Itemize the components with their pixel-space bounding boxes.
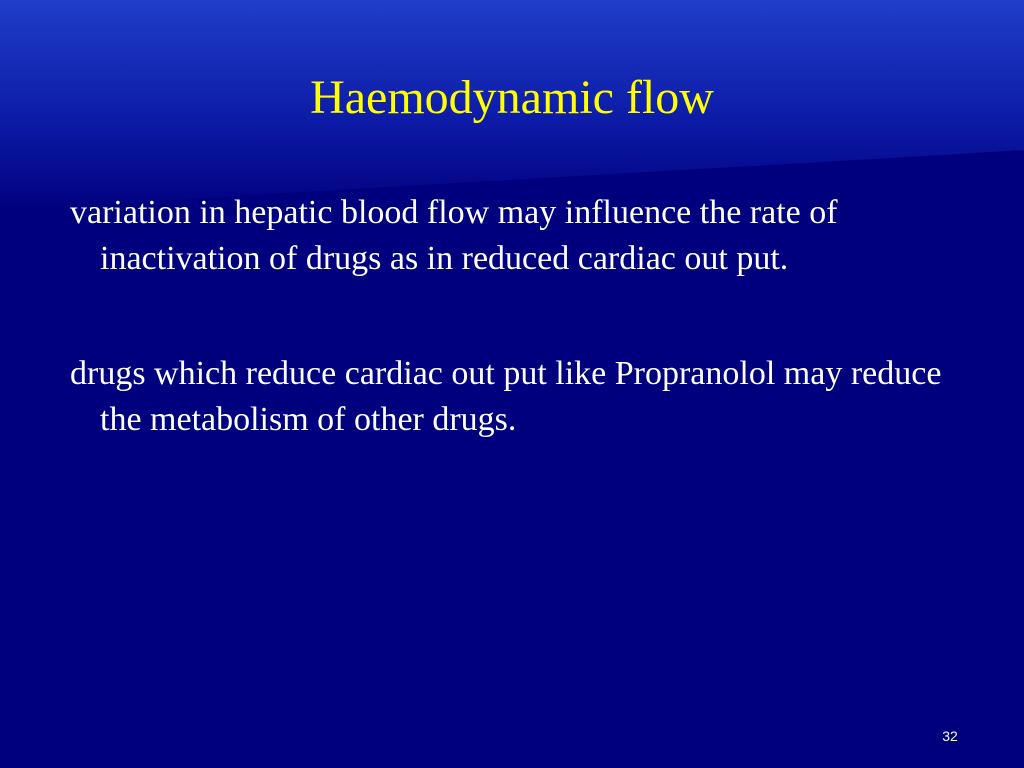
bullet-item: variation in hepatic blood flow may influence the rate of inactivation of drugs as in reduced cardiac out put.	[70, 194, 838, 277]
page-number: 32	[942, 728, 958, 744]
bullet-list	[70, 190, 970, 512]
slide-title: Haemodynamic flow	[310, 71, 714, 124]
bullet-item: drugs which reduce cardiac out put like Propranolol may reduce the metabolism of other drugs.	[70, 355, 942, 438]
